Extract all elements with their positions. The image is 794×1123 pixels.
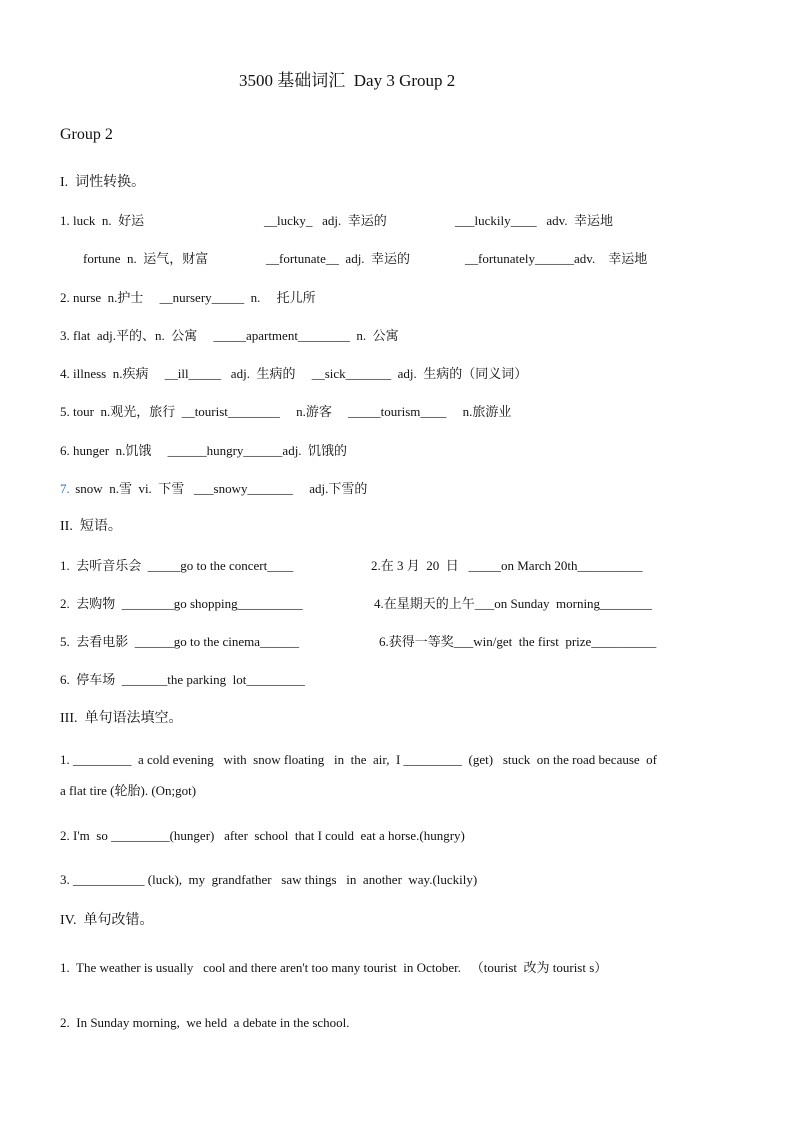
s1-line-1a: 1. luck n. 好运	[60, 213, 145, 228]
s3-line-2: 2. I'm so _________(hunger) after school that I could eat a horse.(hungry)	[60, 828, 465, 843]
s2-item-7: 6. 停车场 _______the parking lot_________	[60, 672, 305, 687]
s1-line-1d: fortune n. 运气，财富	[83, 251, 209, 266]
section-3-heading: III. 单句语法填空。	[60, 711, 183, 726]
s2-item-1: 1. 去听音乐会 _____go to the concert____	[60, 558, 294, 573]
s2-item-6: 6.获得一等奖___win/get the first prize__________	[379, 634, 657, 649]
s2-item-4: 4.在星期天的上午___on Sunday morning________	[374, 596, 653, 611]
group-heading: Group 2	[60, 126, 113, 143]
s1-line-1b: __lucky_ adj. 幸运的	[264, 213, 387, 228]
s1-line-2: 2. nurse n.护士 __nursery_____ n. 托儿所	[60, 290, 316, 305]
s1-line-1f: __fortunately______adv. 幸运地	[465, 251, 648, 266]
section-2-heading: II. 短语。	[60, 519, 122, 534]
s1-line-7: snow n.雪 vi. 下雪 ___snowy_______ adj.下雪的	[72, 481, 368, 496]
s1-line-1c: ___luckily____ adv. 幸运地	[455, 213, 614, 228]
s3-line-1-cont: a flat tire (轮胎). (On;got)	[60, 783, 197, 798]
s1-line-3: 3. flat adj.平的、n. 公寓 _____apartment________ n. 公寓	[60, 328, 399, 343]
s4-line-2: 2. In Sunday morning, we held a debate in the school.	[60, 1015, 350, 1030]
s1-line-6: 6. hunger n.饥饿 ______hungry______adj. 饥饿的	[60, 443, 348, 458]
s4-line-1: 1. The weather is usually cool and there aren't too many tourist in October. （tourist 改为 tourist s）	[60, 960, 608, 975]
page-title: 3500 基础词汇 Day 3 Group 2	[239, 71, 456, 90]
s1-line-7-number: 7.	[60, 481, 70, 496]
s1-line-1e: __fortunate__ adj. 幸运的	[266, 251, 411, 266]
s2-item-2: 2.在 3 月 20 日 _____on March 20th__________	[371, 558, 643, 573]
s2-item-3: 2. 去购物 ________go shopping__________	[60, 596, 303, 611]
section-4-heading: IV. 单句改错。	[60, 913, 154, 928]
s1-line-4: 4. illness n.疾病 __ill_____ adj. 生病的 __sick_______ adj. 生病的（同义词）	[60, 366, 528, 381]
s2-item-5: 5. 去看电影 ______go to the cinema______	[60, 634, 300, 649]
s1-line-5: 5. tour n.观光，旅行 __tourist________ n.游客 _____tourism____ n.旅游业	[60, 404, 512, 419]
s3-line-3: 3. ___________ (luck), my grandfather saw things in another way.(luckily)	[60, 872, 478, 887]
section-1-heading: I. 词性转换。	[60, 175, 146, 190]
s3-line-1: 1. _________ a cold evening with snow floating in the air, I _________ (get) stuck on the road because of	[60, 752, 657, 767]
